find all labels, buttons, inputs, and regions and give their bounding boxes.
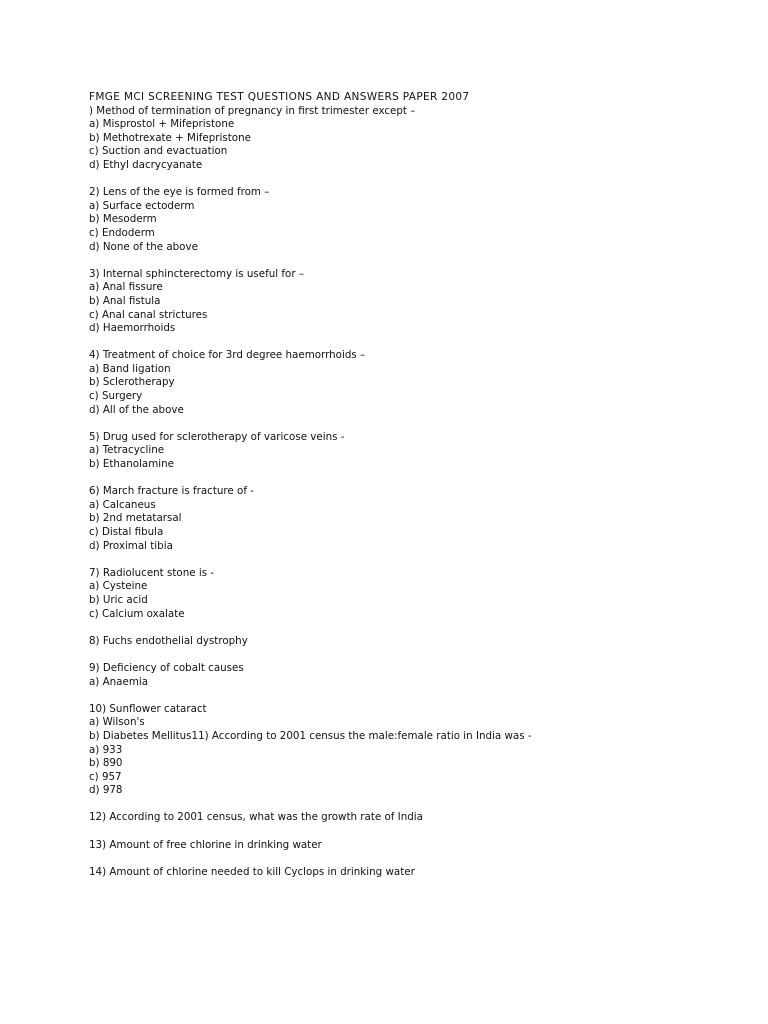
- question-block: [89, 635, 729, 649]
- question-text: 7) Radiolucent stone is -: [89, 566, 215, 579]
- question-block: [89, 811, 729, 825]
- question-text: 13) Amount of free chlorine in drinking water: [89, 838, 322, 851]
- answer-option: d) 978: [89, 784, 123, 797]
- question-text: 12) According to 2001 census, what was the growth rate of India: [89, 811, 423, 824]
- block-spacer: [89, 336, 729, 350]
- block-spacer: [89, 689, 729, 703]
- answer-option: a) Anaemia: [89, 675, 149, 688]
- question-block: [89, 349, 729, 417]
- question-text: 8) Fuchs endothelial dystrophy: [89, 634, 248, 647]
- block-spacer: [89, 852, 729, 866]
- block-spacer: [89, 621, 729, 635]
- question-block: [89, 866, 729, 880]
- answer-option: d) None of the above: [89, 240, 198, 253]
- answer-option: d) All of the above: [89, 403, 184, 416]
- answer-option: c) Calcium oxalate: [89, 607, 185, 620]
- answer-option: b) Mesoderm: [89, 213, 157, 226]
- answer-option: b) 890: [89, 757, 123, 770]
- answer-option: c) Suction and evactuation: [89, 145, 228, 158]
- question-block: [89, 105, 729, 173]
- answer-option: a) Tetracycline: [89, 444, 165, 457]
- answer-option: b) Uric acid: [89, 593, 148, 606]
- answer-option: c) Distal fibula: [89, 526, 164, 538]
- answer-option: a) Calcaneus: [89, 498, 156, 511]
- answer-option: a) Anal fissure: [89, 281, 163, 294]
- answer-option: a) Misprostol + Mifepristone: [89, 118, 235, 131]
- question-block: [89, 839, 729, 853]
- answer-option: c) Anal canal strictures: [89, 308, 208, 321]
- question-block: [89, 567, 729, 621]
- answer-option: b) Sclerotherapy: [89, 376, 175, 389]
- question-text: 6) March fracture is fracture of -: [89, 485, 254, 498]
- answer-option: d) Haemorrhoids: [89, 322, 176, 335]
- document-body: [89, 91, 729, 879]
- question-block: [89, 268, 729, 336]
- question-block: [89, 485, 729, 553]
- block-spacer: [89, 798, 729, 812]
- answer-option: a) Wilson's: [89, 716, 145, 729]
- answer-option: b) Ethanolamine: [89, 458, 174, 471]
- answer-option: b) Methotrexate + Mifepristone: [89, 131, 251, 144]
- question-text: 10) Sunflower cataract: [89, 702, 207, 715]
- answer-option: c) Endoderm: [89, 226, 155, 239]
- question-text: 14) Amount of chlorine needed to kill Cyclops in drinking water: [89, 865, 415, 878]
- document-title: FMGE MCI SCREENING TEST QUESTIONS AND ANSWERS PAPER 2007: [89, 91, 470, 103]
- block-spacer: [89, 417, 729, 431]
- question-block: [89, 186, 729, 254]
- question-text: 5) Drug used for sclerotherapy of varicose veins -: [89, 430, 345, 443]
- question-block: [89, 431, 729, 472]
- answer-option: a) Cysteine: [89, 580, 148, 593]
- question-text: 3) Internal sphincterectomy is useful for –: [89, 267, 304, 280]
- block-spacer: [89, 472, 729, 486]
- answer-option: a) 933: [89, 743, 123, 756]
- answer-option: c) 957: [89, 770, 122, 783]
- block-spacer: [89, 254, 729, 268]
- answer-option: d) Proximal tibia: [89, 539, 173, 552]
- answer-option: b) 2nd metatarsal: [89, 512, 182, 525]
- block-spacer: [89, 173, 729, 187]
- question-block: [89, 703, 729, 798]
- question-list: [89, 105, 729, 880]
- answer-option: b) Diabetes Mellitus11) According to 2001 census the male:female ratio in India was -: [89, 729, 532, 742]
- question-block: [89, 662, 729, 689]
- block-spacer: [89, 648, 729, 662]
- block-spacer: [89, 825, 729, 839]
- answer-option: a) Surface ectoderm: [89, 199, 195, 212]
- question-text: ) Method of termination of pregnancy in first trimester except –: [89, 104, 416, 117]
- question-text: 9) Deficiency of cobalt causes: [89, 661, 244, 674]
- answer-option: b) Anal fistula: [89, 294, 161, 307]
- block-spacer: [89, 553, 729, 567]
- question-text: 4) Treatment of choice for 3rd degree haemorrhoids –: [89, 349, 366, 362]
- answer-option: a) Band ligation: [89, 362, 171, 375]
- question-text: 2) Lens of the eye is formed from –: [89, 186, 270, 199]
- answer-option: d) Ethyl dacrycyanate: [89, 158, 203, 171]
- answer-option: c) Surgery: [89, 390, 143, 403]
